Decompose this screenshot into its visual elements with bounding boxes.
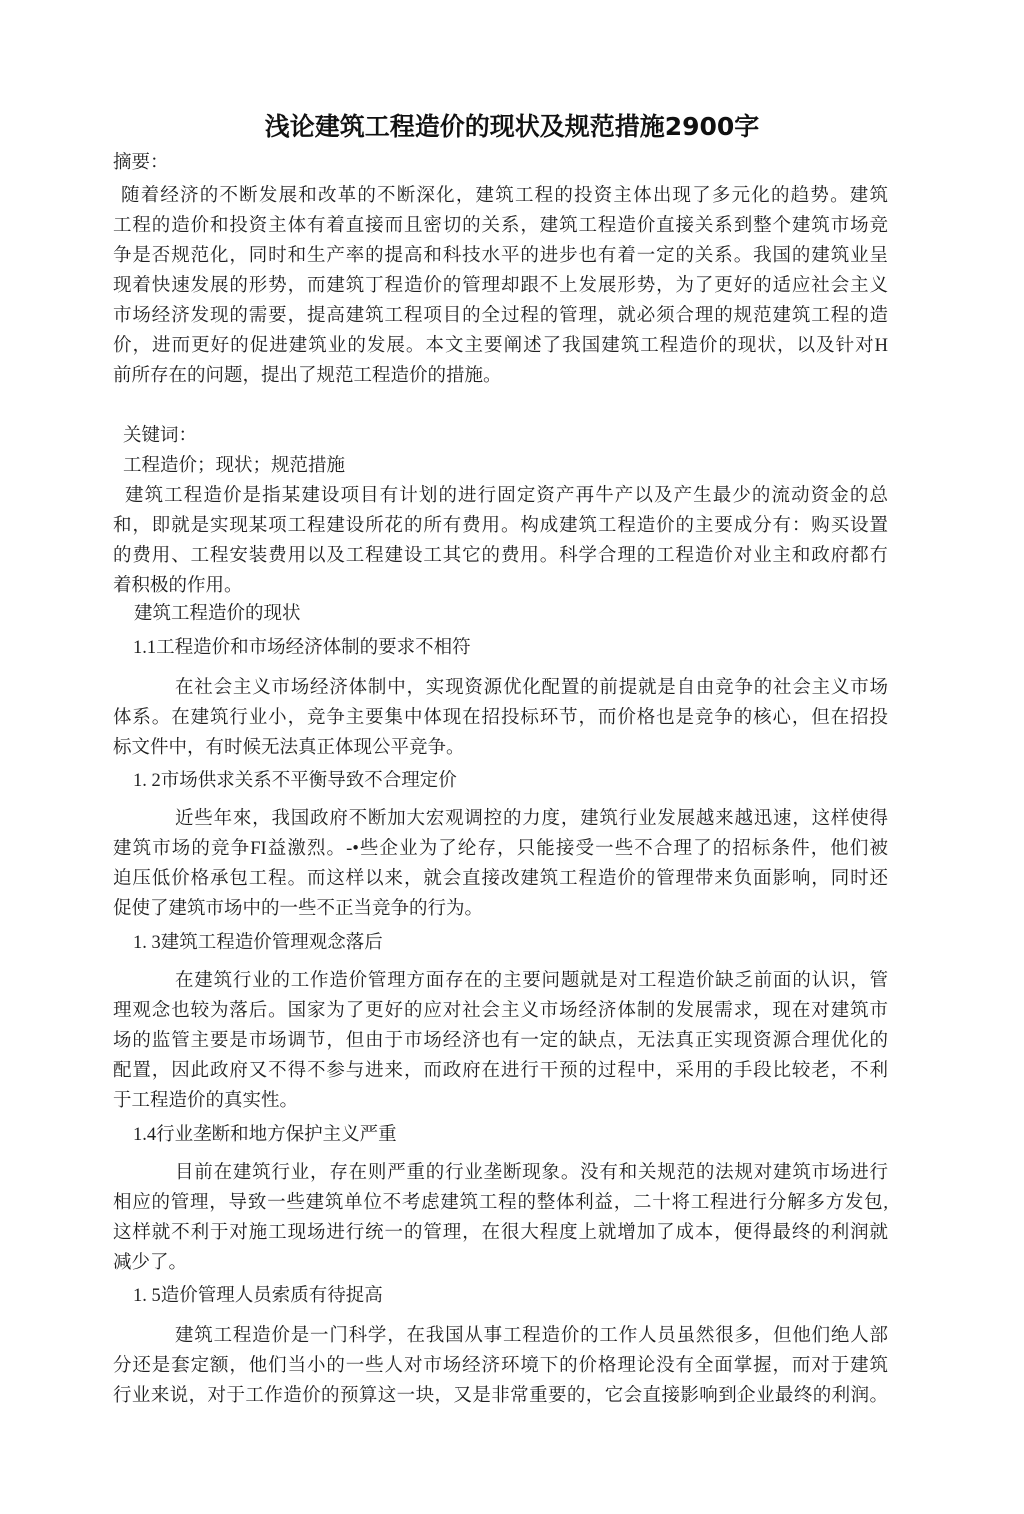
abstract-line: 前所存在的问题，提出了规范工程造价的措施。 bbox=[113, 366, 502, 386]
subsection-heading: 1. 5造价管理人员索质有待捉高 bbox=[133, 1286, 383, 1306]
subsection-heading-block bbox=[113, 928, 888, 958]
body-line: 迫压低价格承包工程。而这样以来，就会直接改建筑工程造价的管理带来负面影响，同时还 bbox=[113, 869, 888, 889]
body-line: 近些年來，我国政府不断加大宏观调控的力度，建筑行业发展越来越迅速，这样使得 bbox=[175, 809, 888, 829]
subsection-heading-block bbox=[113, 1281, 888, 1311]
body-line: 在建筑行业的工作造价管理方面存在的主要问题就是对工程造价缺乏前面的认识，管 bbox=[175, 971, 888, 991]
abstract-line: 现着快速发展的形势，而建筑丁程造价的管理却跟不上发展形势，为了更好的适应社会主义 bbox=[113, 276, 888, 296]
subsection-heading-block bbox=[113, 1120, 888, 1150]
subsection-paragraph bbox=[113, 1158, 888, 1278]
section-heading: 建筑工程造价的现状 bbox=[134, 604, 301, 624]
abstract-line: 工程的造价和投资主体有着直接而且密切的关系，建筑工程造价直接关系到整个建筑市场竞 bbox=[113, 216, 888, 236]
subsection-heading-block bbox=[113, 633, 888, 663]
body-line: 促使了建筑市场中的一些不正当竞争的行为。 bbox=[113, 899, 484, 919]
intro-paragraph bbox=[113, 481, 888, 601]
body-line: 配置，因此政府又不得不参与进来，而政府在进行干预的过程中，采用的手段比较老，不利 bbox=[113, 1061, 888, 1081]
body-line: 减少了。 bbox=[113, 1253, 188, 1273]
body-line: 分还是套定额，他们当小的一些人对市场经济环境下的价格理论没有全面掌握，而对于建筑 bbox=[113, 1356, 888, 1376]
intro-line: 和，即就是实现某项工程建设所花的所有费用。构成建筑工程造价的主要成分有：购买设置 bbox=[113, 516, 888, 536]
abstract-label: 摘要： bbox=[113, 153, 169, 173]
subsection-paragraph bbox=[113, 673, 888, 763]
document-title: 浅论建筑工程造价的现状及规范措施2900字 bbox=[264, 112, 760, 141]
body-line: 场的监管主要是市场调节，但由于市场经济也有一定的缺点，无法真正实现资源合理优化的 bbox=[113, 1031, 888, 1051]
abstract-line: 争是否规范化，同时和生产率的提高和科技水平的进步也有着一定的关系。我国的建筑业呈 bbox=[113, 246, 888, 266]
subsection-heading: 1. 2市场供求关系不平衡导致不合理定价 bbox=[133, 771, 457, 791]
abstract-paragraph bbox=[113, 181, 888, 391]
subsection-paragraph bbox=[113, 966, 888, 1116]
intro-line: 着积极的作用。 bbox=[113, 576, 243, 596]
body-line: 建筑工程造价是一门科学，在我国从事工程造价的工作人员虽然很多，但他们绝人部 bbox=[175, 1326, 888, 1346]
body-line: 理观念也较为落后。国家为了更好的应对社会主义市场经济体制的发展需求，现在对建筑市 bbox=[113, 1001, 888, 1021]
body-line: 标文件中，有时候无法真正体现公平竞争。 bbox=[113, 738, 465, 758]
abstract-line: 市场经济发现的需要，提高建筑工程项目的全过程的管理，就必须合理的规范建筑工程的造 bbox=[113, 306, 888, 326]
body-line: 行业来说，对于工作造价的预算这一块，又是非常重要的，它会直接影响到企业最终的利润。 bbox=[113, 1386, 888, 1406]
body-line: 建筑市场的竞争FI益激烈。-•些企业为了纶存，只能接受一些不合理了的招标条件，他们被 bbox=[113, 839, 888, 859]
keywords-text: 工程造价；现状；规范措施 bbox=[123, 456, 346, 476]
body-line: 这样就不利于对施工现场进行统一的管理，在很大程度上就增加了成本，便得最终的利润就 bbox=[113, 1223, 888, 1243]
keywords-label-block bbox=[113, 421, 888, 451]
intro-line: 的费用、工程安装费用以及工程建设工其它的费用。科学合理的工程造价对业主和政府都冇 bbox=[113, 546, 888, 566]
subsection-heading-block bbox=[113, 766, 888, 796]
subsection-heading: 1.1工程造价和市场经济体制的要求不相符 bbox=[133, 638, 471, 658]
keywords-block bbox=[113, 451, 888, 481]
subsection-paragraph bbox=[113, 1321, 888, 1411]
abstract-line: 随着经济的不断发展和改革的不断深化，建筑工程的投资主体出现了多元化的趋势。建筑 bbox=[121, 186, 888, 206]
body-line: 于工程造价的真实性。 bbox=[113, 1091, 299, 1111]
abstract-label-block bbox=[113, 148, 888, 178]
body-line: 相应的管理，导致一些建筑单位不考虑建筑工程的整体利益，二十将工程进行分解多方发包, bbox=[113, 1193, 888, 1213]
keywords-label: 关键词： bbox=[123, 426, 198, 446]
intro-line: 建筑工程造价是指某建设项目有计划的进行固定资产再牛产以及产生最少的流动资金的总 bbox=[125, 486, 888, 506]
subsection-heading: 1.4行业垄断和地方保护主义严重 bbox=[133, 1125, 397, 1145]
subsection-heading: 1. 3建筑工程造价管理观念落后 bbox=[133, 933, 383, 953]
section-heading-block bbox=[113, 599, 888, 629]
body-line: 体系。在建筑行业小，竞争主要集中体现在招投标环节，而价格也是竞争的核心，但在招投 bbox=[113, 708, 888, 728]
subsection-paragraph bbox=[113, 804, 888, 924]
abstract-line: 价，进而更好的促进建筑业的发展。本文主要阐述了我国建筑工程造价的现状，以及针对H bbox=[113, 336, 888, 356]
body-line: 目前在建筑行业，存在则严重的行业垄断现象。没有和关规范的法规对建筑市场进行 bbox=[175, 1163, 888, 1183]
body-line: 在社会主义市场经济体制中，实现资源优化配置的前提就是自由竞争的社会主义市场 bbox=[175, 678, 888, 698]
